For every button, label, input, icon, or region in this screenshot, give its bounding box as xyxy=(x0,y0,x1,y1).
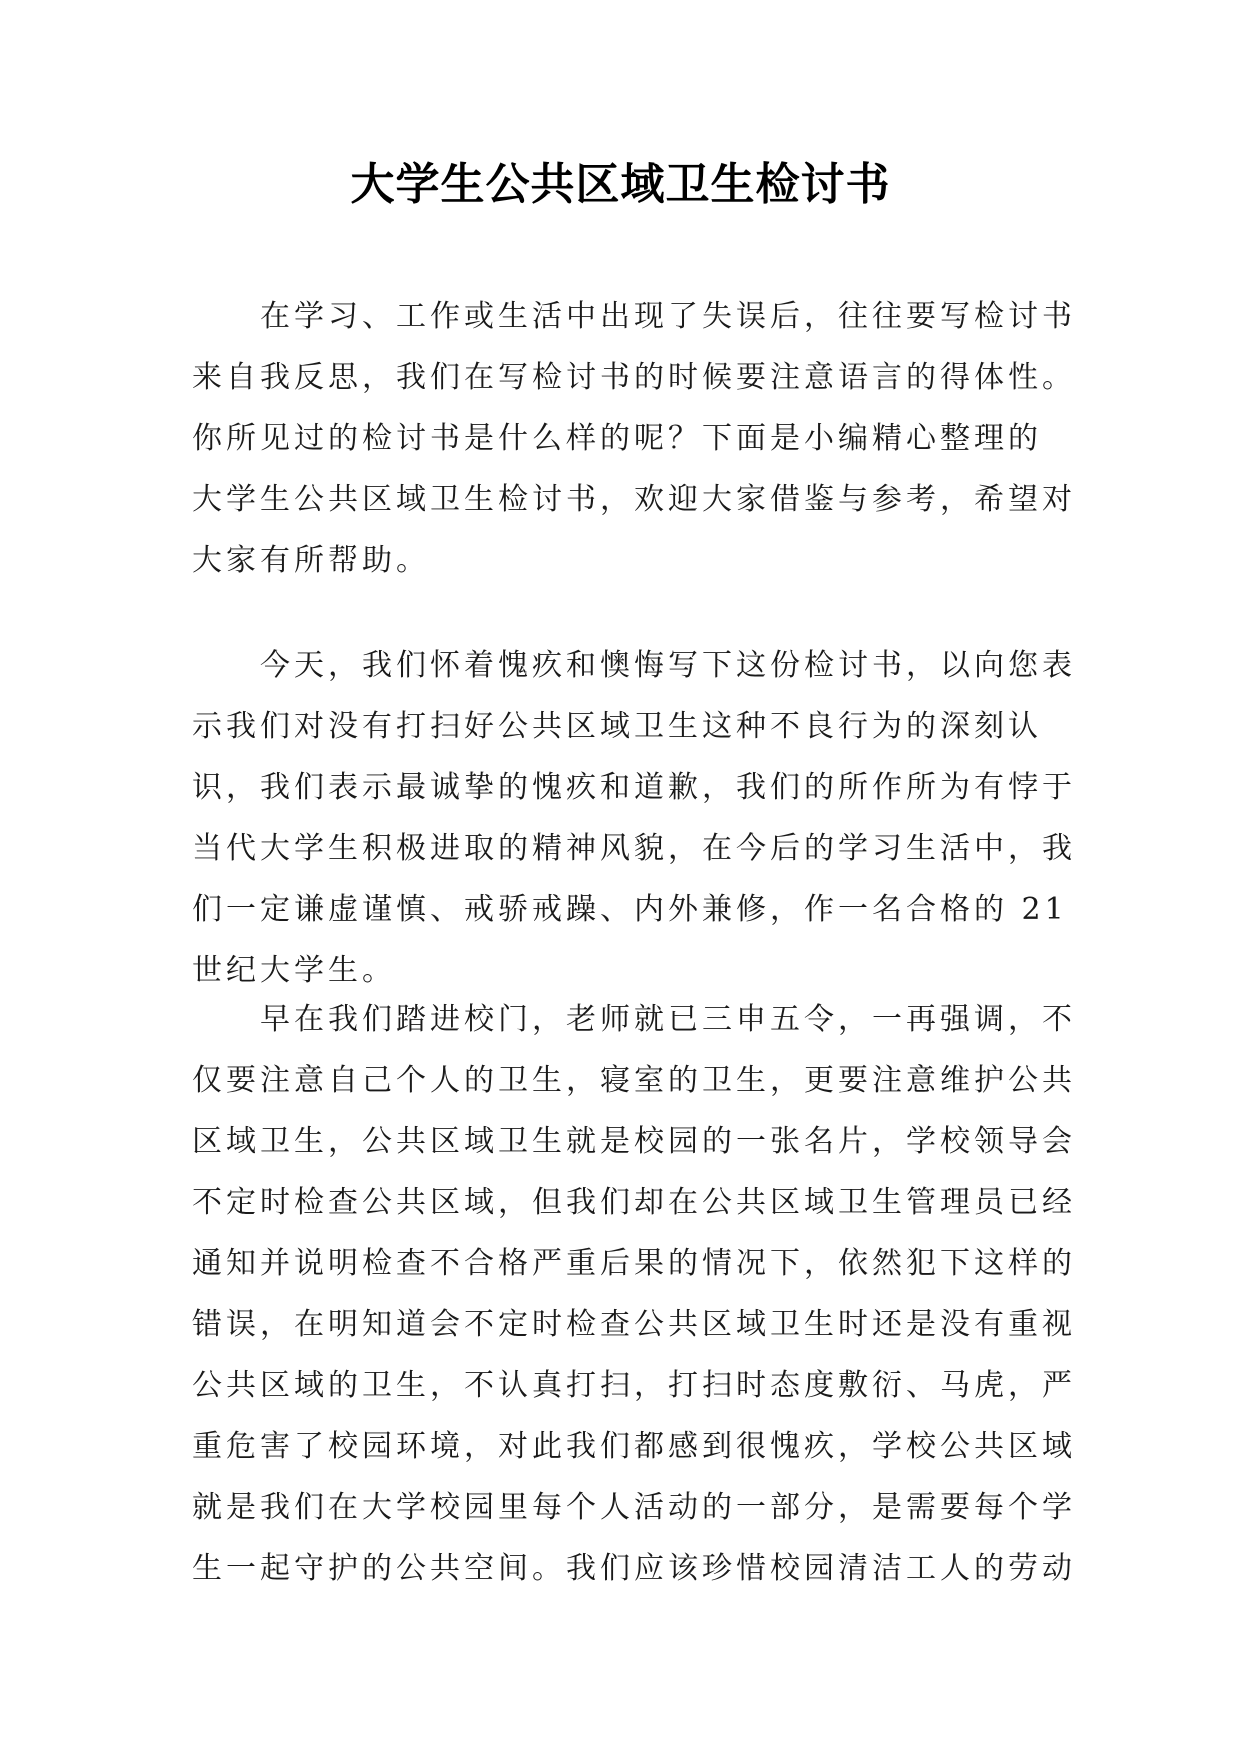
paragraph-line: 就是我们在大学校园里每个人活动的一部分，是需要每个学 xyxy=(192,1490,1076,1525)
paragraph-line: 在学习、工作或生活中出现了失误后，往往要写检讨书 xyxy=(260,299,1076,334)
paragraph-line: 大学生公共区域卫生检讨书，欢迎大家借鉴与参考，希望对 xyxy=(192,482,1076,517)
paragraph-line: 你所见过的检讨书是什么样的呢？下面是小编精心整理的 xyxy=(192,421,1042,456)
paragraph-background xyxy=(192,989,1076,1599)
paragraph-line: 当代大学生积极进取的精神风貌，在今后的学习生活中，我 xyxy=(192,831,1076,866)
paragraph-line: 错误，在明知道会不定时检查公共区域卫生时还是没有重视 xyxy=(192,1307,1076,1342)
paragraph-line: 重危害了校园环境，对此我们都感到很愧疚，学校公共区域 xyxy=(192,1429,1076,1464)
paragraph-intro xyxy=(192,286,1076,591)
paragraph-line: 区域卫生，公共区域卫生就是校园的一张名片，学校领导会 xyxy=(192,1124,1076,1159)
paragraph-apology xyxy=(192,635,1076,1001)
paragraph-line: 生一起守护的公共空间。我们应该珍惜校园清洁工人的劳动 xyxy=(192,1551,1076,1586)
paragraph-line: 今天，我们怀着愧疚和懊悔写下这份检讨书，以向您表 xyxy=(260,648,1076,683)
paragraph-line: 大家有所帮助。 xyxy=(192,543,430,578)
paragraph-line: 来自我反思，我们在写检讨书的时候要注意语言的得体性。 xyxy=(192,360,1076,395)
paragraph-line: 公共区域的卫生，不认真打扫，打扫时态度敷衍、马虎，严 xyxy=(192,1368,1076,1403)
paragraph-line: 示我们对没有打扫好公共区域卫生这种不良行为的深刻认 xyxy=(192,709,1042,744)
paragraph-line: 世纪大学生。 xyxy=(192,953,396,988)
paragraph-line: 早在我们踏进校门，老师就已三申五令，一再强调，不 xyxy=(260,1002,1076,1037)
paragraph-line: 仅要注意自己个人的卫生，寝室的卫生，更要注意维护公共 xyxy=(192,1063,1076,1098)
paragraph-line: 不定时检查公共区域，但我们却在公共区域卫生管理员已经 xyxy=(192,1185,1076,1220)
paragraph-line: 识，我们表示最诚挚的愧疚和道歉，我们的所作所为有悖于 xyxy=(192,770,1076,805)
document-title: 大学生公共区域卫生检讨书 xyxy=(350,159,891,210)
paragraph-line: 们一定谦虚谨慎、戒骄戒躁、内外兼修，作一名合格的 21 xyxy=(192,892,1068,927)
paragraph-line: 通知并说明检查不合格严重后果的情况下，依然犯下这样的 xyxy=(192,1246,1076,1281)
